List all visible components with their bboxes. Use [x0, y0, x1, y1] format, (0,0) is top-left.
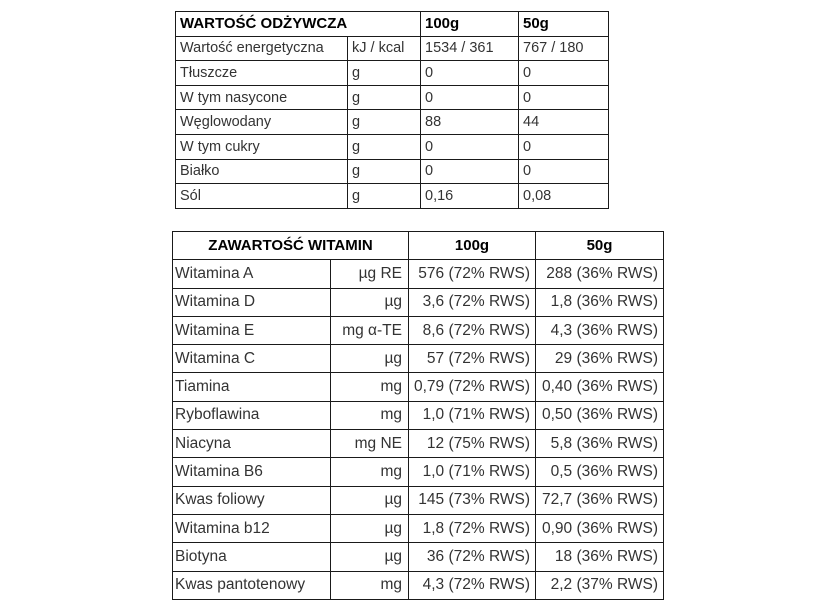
- vitamins-cell-v100: 36 (72% RWS): [409, 543, 536, 571]
- nutrition-cell-v100: 88: [421, 110, 519, 135]
- vitamins-row: [173, 288, 664, 316]
- vitamins-cell-v50: 1,8 (36% RWS): [536, 288, 664, 316]
- vitamins-cell-unit: µg: [331, 486, 409, 514]
- vitamins-cell-unit: mg: [331, 458, 409, 486]
- vitamins-row: [173, 514, 664, 542]
- vitamins-cell-name: Kwas pantotenowy: [173, 571, 331, 599]
- nutrition-cell-unit: g: [348, 184, 421, 209]
- vitamins-table: [172, 231, 664, 600]
- nutrition-cell-v50: 0: [519, 134, 609, 159]
- vitamins-cell-v50: 288 (36% RWS): [536, 260, 664, 288]
- vitamins-cell-v50: 29 (36% RWS): [536, 345, 664, 373]
- vitamins-cell-v50: 0,50 (36% RWS): [536, 401, 664, 429]
- vitamins-cell-unit: mg α-TE: [331, 316, 409, 344]
- vitamins-row: [173, 345, 664, 373]
- nutrition-row: [176, 36, 609, 61]
- vitamins-cell-v100: 0,79 (72% RWS): [409, 373, 536, 401]
- nutrition-header-50g: 50g: [519, 12, 609, 37]
- vitamins-cell-v100: 4,3 (72% RWS): [409, 571, 536, 599]
- nutrition-cell-unit: g: [348, 85, 421, 110]
- vitamins-cell-name: Kwas foliowy: [173, 486, 331, 514]
- vitamins-cell-v100: 3,6 (72% RWS): [409, 288, 536, 316]
- nutrition-cell-name: W tym nasycone: [176, 85, 348, 110]
- nutrition-header-100g: 100g: [421, 12, 519, 37]
- vitamins-cell-name: Witamina E: [173, 316, 331, 344]
- vitamins-header-row: [173, 232, 664, 260]
- nutrition-cell-name: W tym cukry: [176, 134, 348, 159]
- vitamins-cell-v100: 8,6 (72% RWS): [409, 316, 536, 344]
- vitamins-cell-unit: µg RE: [331, 260, 409, 288]
- nutrition-cell-v100: 0: [421, 159, 519, 184]
- vitamins-cell-v50: 4,3 (36% RWS): [536, 316, 664, 344]
- vitamins-cell-v50: 0,5 (36% RWS): [536, 458, 664, 486]
- vitamins-cell-v50: 0,40 (36% RWS): [536, 373, 664, 401]
- nutrition-cell-unit: g: [348, 159, 421, 184]
- nutrition-cell-name: Węglowodany: [176, 110, 348, 135]
- nutrition-cell-unit: g: [348, 61, 421, 86]
- nutrition-cell-name: Wartość energetyczna: [176, 36, 348, 61]
- vitamins-row: [173, 373, 664, 401]
- vitamins-cell-name: Ryboflawina: [173, 401, 331, 429]
- nutrition-cell-unit: g: [348, 134, 421, 159]
- vitamins-cell-name: Witamina D: [173, 288, 331, 316]
- vitamins-cell-v50: 18 (36% RWS): [536, 543, 664, 571]
- vitamins-cell-v50: 0,90 (36% RWS): [536, 514, 664, 542]
- vitamins-cell-unit: µg: [331, 543, 409, 571]
- nutrition-row: [176, 184, 609, 209]
- nutrition-row: [176, 110, 609, 135]
- vitamins-row: [173, 543, 664, 571]
- vitamins-cell-v100: 57 (72% RWS): [409, 345, 536, 373]
- nutrition-row: [176, 159, 609, 184]
- vitamins-cell-name: Niacyna: [173, 430, 331, 458]
- vitamins-cell-unit: µg: [331, 345, 409, 373]
- vitamins-row: [173, 401, 664, 429]
- vitamins-cell-name: Witamina B6: [173, 458, 331, 486]
- vitamins-cell-v100: 145 (73% RWS): [409, 486, 536, 514]
- nutrition-cell-v100: 0,16: [421, 184, 519, 209]
- vitamins-cell-unit: mg: [331, 571, 409, 599]
- vitamins-cell-v50: 5,8 (36% RWS): [536, 430, 664, 458]
- vitamins-cell-name: Tiamina: [173, 373, 331, 401]
- vitamins-row: [173, 316, 664, 344]
- vitamins-cell-v50: 2,2 (37% RWS): [536, 571, 664, 599]
- vitamins-row: [173, 486, 664, 514]
- nutrition-cell-v100: 1534 / 361: [421, 36, 519, 61]
- vitamins-row: [173, 458, 664, 486]
- nutrition-cell-v100: 0: [421, 134, 519, 159]
- vitamins-header-50g: 50g: [536, 232, 664, 260]
- nutrition-cell-name: Tłuszcze: [176, 61, 348, 86]
- nutrition-row: [176, 61, 609, 86]
- vitamins-cell-unit: µg: [331, 288, 409, 316]
- vitamins-row: [173, 260, 664, 288]
- vitamins-cell-name: Witamina C: [173, 345, 331, 373]
- nutrition-cell-v50: 44: [519, 110, 609, 135]
- nutrition-cell-unit: kJ / kcal: [348, 36, 421, 61]
- nutrition-row: [176, 134, 609, 159]
- nutrition-cell-v50: 0,08: [519, 184, 609, 209]
- vitamins-cell-unit: mg: [331, 401, 409, 429]
- vitamins-header-title: ZAWARTOŚĆ WITAMIN: [173, 232, 409, 260]
- vitamins-cell-name: Witamina A: [173, 260, 331, 288]
- nutrition-cell-name: Sól: [176, 184, 348, 209]
- vitamins-cell-v100: 1,8 (72% RWS): [409, 514, 536, 542]
- nutrition-header-row: [176, 12, 609, 37]
- nutrition-cell-v50: 767 / 180: [519, 36, 609, 61]
- vitamins-cell-unit: mg NE: [331, 430, 409, 458]
- nutrition-cell-v50: 0: [519, 85, 609, 110]
- nutrition-header-title: WARTOŚĆ ODŻYWCZA: [176, 12, 421, 37]
- vitamins-cell-name: Witamina b12: [173, 514, 331, 542]
- vitamins-header-100g: 100g: [409, 232, 536, 260]
- nutrition-cell-v50: 0: [519, 159, 609, 184]
- vitamins-row: [173, 571, 664, 599]
- vitamins-cell-unit: µg: [331, 514, 409, 542]
- vitamins-cell-v100: 576 (72% RWS): [409, 260, 536, 288]
- nutrition-cell-v100: 0: [421, 85, 519, 110]
- nutrition-cell-unit: g: [348, 110, 421, 135]
- nutrition-cell-name: Białko: [176, 159, 348, 184]
- nutrition-cell-v50: 0: [519, 61, 609, 86]
- vitamins-row: [173, 430, 664, 458]
- vitamins-cell-v100: 1,0 (71% RWS): [409, 458, 536, 486]
- nutrition-row: [176, 85, 609, 110]
- vitamins-cell-v100: 12 (75% RWS): [409, 430, 536, 458]
- nutrition-cell-v100: 0: [421, 61, 519, 86]
- vitamins-cell-name: Biotyna: [173, 543, 331, 571]
- vitamins-cell-v100: 1,0 (71% RWS): [409, 401, 536, 429]
- vitamins-cell-v50: 72,7 (36% RWS): [536, 486, 664, 514]
- vitamins-cell-unit: mg: [331, 373, 409, 401]
- nutrition-table: [175, 11, 609, 209]
